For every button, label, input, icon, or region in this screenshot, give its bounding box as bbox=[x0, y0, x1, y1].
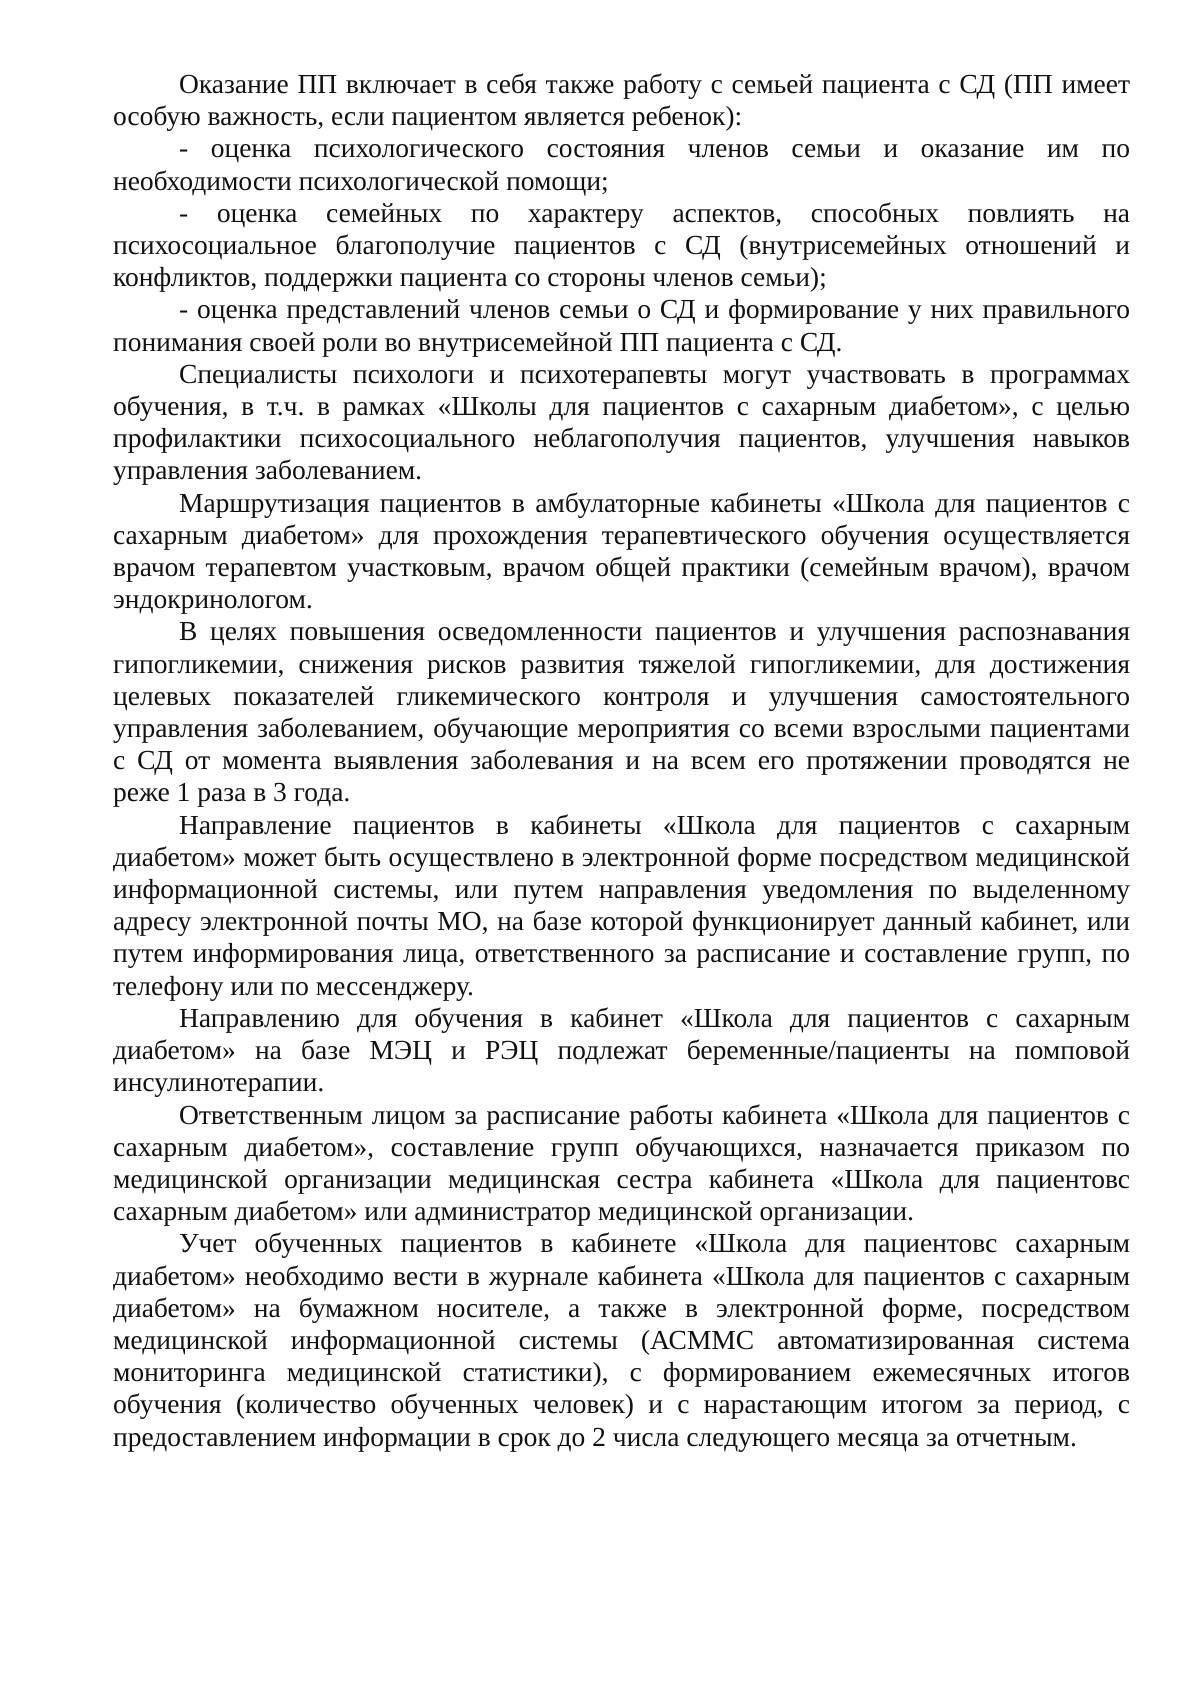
paragraph-mec-rec-referral: Направлению для обучения в кабинет «Школа для пациентов с сахарным диабетом» на базе МЭЦ и РЭЦ подлежат беременные/пациенты на помповой инсулинотерапии. bbox=[113, 1001, 1130, 1098]
paragraph-hypoglycemia-training: В целях повышения осведомленности пациентов и улучшения распознавания гипогликемии, снижения рисков развития тяжелой гипогликемии, для достижения целевых показателей гликемического контроля и улучшения самостоятельного управления заболеванием, обучающие мероприятия со всеми взрослыми пациентами с СД от момента выявления заболевания и на всем его протяжении проводятся не реже 1 раза в 3 года. bbox=[113, 615, 1130, 808]
paragraph-accounting: Учет обученных пациентов в кабинете «Школа для пациентовс сахарным диабетом» необходимо вести в журнале кабинета «Школа для пациентов с сахарным диабетом» на бумажном носителе, а также в электронной форме, посредством медицинской информационной системы (АСММС автоматизированная система мониторинга медицинской статистики), с формированием ежемесячных итогов обучения (количество обученных человек) и с нарастающим итогом за период, с предоставлением информации в срок до 2 числа следующего месяца за отчетным. bbox=[113, 1227, 1130, 1452]
paragraph-routing: Маршрутизация пациентов в амбулаторные кабинеты «Школа для пациентов с сахарным диабетом» для прохождения терапевтического обучения осуществляется врачом терапевтом участковым, врачом общей практики (семейным врачом), врачом эндокринологом. bbox=[113, 486, 1130, 615]
paragraph-responsible-person: Ответственным лицом за расписание работы кабинета «Школа для пациентов с сахарным диабетом», составление групп обучающихся, назначается приказом по медицинской организации медицинская сестра кабинета «Школа для пациентовс сахарным диабетом» или администратор медицинской организации. bbox=[113, 1098, 1130, 1227]
list-item-family-aspects: - оценка семейных по характеру аспектов, способных повлиять на психосоциальное благополучие пациентов с СД (внутрисемейных отношений и конфликтов, поддержки пациента со стороны членов семьи); bbox=[113, 196, 1130, 293]
list-item-family-understanding: - оценка представлений членов семьи о СД и формирование у них правильного понимания своей роли во внутрисемейной ПП пациента с СД. bbox=[113, 293, 1130, 357]
paragraph-family-work: Оказание ПП включает в себя также работу с семьей пациента с СД (ПП имеет особую важность, если пациентом является ребенок): bbox=[113, 68, 1130, 132]
list-item-family-psychological-state: - оценка психологического состояния членов семьи и оказание им по необходимости психологической помощи; bbox=[113, 132, 1130, 196]
paragraph-referral-methods: Направление пациентов в кабинеты «Школа для пациентов с сахарным диабетом» может быть осуществлено в электронной форме посредством медицинской информационной системы, или путем направления уведомления по выделенному адресу электронной почты МО, на базе которой функционирует данный кабинет, или путем информирования лица, ответственного за расписание и составление групп, по телефону или по мессенджеру. bbox=[113, 808, 1130, 1001]
document-page bbox=[113, 68, 1130, 1453]
paragraph-specialists: Специалисты психологи и психотерапевты могут участвовать в программах обучения, в т.ч. в рамках «Школы для пациентов с сахарным диабетом», с целью профилактики психосоциального неблагополучия пациентов, улучшения навыков управления заболеванием. bbox=[113, 357, 1130, 486]
